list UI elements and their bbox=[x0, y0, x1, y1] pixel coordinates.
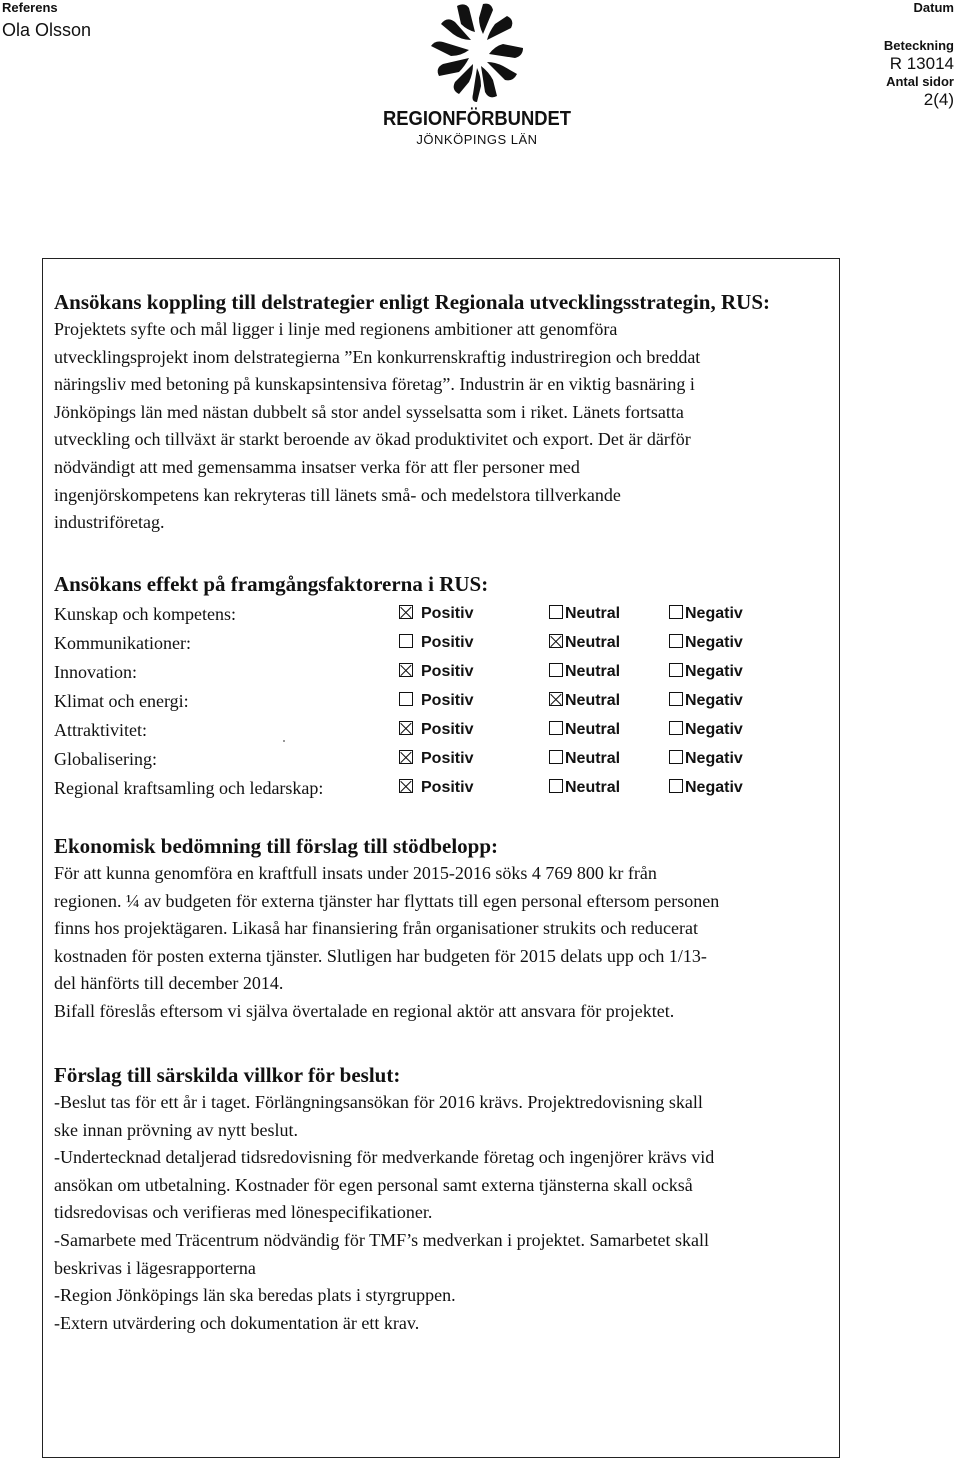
organization-name: REGIONFÖRBUNDET bbox=[382, 108, 572, 130]
factor-label: Innovation: bbox=[54, 662, 137, 682]
empty-checkbox-icon[interactable] bbox=[549, 750, 563, 764]
factor-option-neutral[interactable] bbox=[549, 689, 620, 713]
checked-checkbox-icon[interactable] bbox=[399, 721, 413, 735]
factor-option-label: Positiv bbox=[421, 605, 474, 622]
factor-option-label: Neutral bbox=[565, 779, 621, 796]
body-line: utveckling och tillväxt är starkt beroende av ökad produktivitet och export. Det är därför bbox=[54, 429, 691, 450]
factor-option-neutral[interactable] bbox=[549, 660, 620, 684]
empty-checkbox-icon[interactable] bbox=[549, 721, 563, 735]
body-line: ske innan prövning av nytt beslut. bbox=[54, 1119, 298, 1140]
body-line: del hänförts till december 2014. bbox=[54, 973, 284, 994]
factor-option-positiv[interactable] bbox=[399, 776, 473, 800]
empty-checkbox-icon[interactable] bbox=[669, 750, 683, 764]
factor-option-label: Positiv bbox=[421, 721, 474, 738]
factor-option-negativ[interactable] bbox=[669, 776, 743, 800]
factor-label: Klimat och energi: bbox=[54, 691, 189, 711]
body-line: utvecklingsprojekt inom delstrategierna ”En konkurrenskraftig industriregion och breddat bbox=[54, 346, 701, 367]
checked-checkbox-icon[interactable] bbox=[549, 692, 563, 706]
section-rus-link-heading: Ansökans koppling till delstrategier enligt Regionala utvecklingsstrategin, RUS: bbox=[54, 290, 770, 314]
factor-option-positiv[interactable] bbox=[399, 689, 473, 713]
body-line: ingenjörskompetens kan rekryteras till länets små- och medelstora tillverkande bbox=[54, 484, 621, 505]
factor-row bbox=[54, 745, 834, 774]
body-line: -Beslut tas för ett år i taget. Förlängningsansökan för 2016 krävs. Projektredovisning skall bbox=[54, 1092, 703, 1112]
factor-option-label: Neutral bbox=[565, 750, 621, 767]
reference-value: Ola Olsson bbox=[2, 20, 92, 40]
empty-checkbox-icon[interactable] bbox=[669, 779, 683, 793]
page-count-label: Antal sidor bbox=[886, 74, 954, 89]
factor-option-positiv[interactable] bbox=[399, 602, 473, 626]
factor-option-label: Negativ bbox=[685, 779, 743, 796]
body-line: För att kunna genomföra en kraftfull insats under 2015-2016 söks 4 769 800 kr från bbox=[54, 863, 657, 883]
body-line: Jönköpings län med nästan dubbelt så stor andel sysselsatta som i riket. Länets fortsatta bbox=[54, 401, 684, 422]
factor-row bbox=[54, 629, 834, 658]
empty-checkbox-icon[interactable] bbox=[549, 605, 563, 619]
factor-row bbox=[54, 774, 834, 803]
empty-checkbox-icon[interactable] bbox=[669, 605, 683, 619]
factor-list bbox=[54, 600, 834, 803]
empty-checkbox-icon[interactable] bbox=[669, 692, 683, 706]
factor-row bbox=[54, 716, 834, 745]
factor-option-label: Neutral bbox=[565, 721, 621, 738]
factor-option-label: Neutral bbox=[565, 663, 621, 680]
factor-option-negativ[interactable] bbox=[669, 689, 743, 713]
factor-option-neutral[interactable] bbox=[549, 776, 620, 800]
header-reference bbox=[2, 0, 91, 42]
body-line: Projektets syfte och mål ligger i linje med regionens ambitioner att genomföra bbox=[54, 319, 618, 339]
body-line: ansökan om utbetalning. Kostnader för egen personal samt externa tjänsterna skall också bbox=[54, 1174, 693, 1195]
factor-label: Globalisering: bbox=[54, 749, 157, 769]
factor-option-label: Positiv bbox=[421, 692, 474, 709]
factor-option-negativ[interactable] bbox=[669, 631, 743, 655]
factor-option-neutral[interactable] bbox=[549, 631, 620, 655]
section-special-conditions-heading: Förslag till särskilda villkor för beslut: bbox=[54, 1063, 401, 1087]
section-success-factors bbox=[54, 570, 834, 803]
body-line: industriföretag. bbox=[54, 512, 165, 533]
factor-option-label: Neutral bbox=[565, 692, 621, 709]
section-economic-assessment bbox=[54, 832, 834, 1026]
empty-checkbox-icon[interactable] bbox=[549, 779, 563, 793]
factor-option-neutral[interactable] bbox=[549, 602, 620, 626]
checked-checkbox-icon[interactable] bbox=[399, 663, 413, 677]
factor-option-label: Positiv bbox=[421, 750, 474, 767]
factor-option-label: Negativ bbox=[685, 750, 743, 767]
factor-label: Regional kraftsamling och ledarskap: bbox=[54, 778, 324, 798]
factor-label: Attraktivitet: bbox=[54, 720, 147, 740]
factor-option-neutral[interactable] bbox=[549, 747, 620, 771]
body-line: beskrivas i lägesrapporterna bbox=[54, 1257, 256, 1278]
factor-option-negativ[interactable] bbox=[669, 660, 743, 684]
section-economic-assessment-body bbox=[54, 860, 834, 1026]
body-line: -Undertecknad detaljerad tidsredovisning för medverkande företag och ingenjörer krävs vid bbox=[54, 1147, 715, 1168]
body-line: finns hos projektägaren. Likaså har finansiering från organisationer strukits och reducerat bbox=[54, 918, 698, 939]
factor-option-positiv[interactable] bbox=[399, 747, 473, 771]
factor-option-label: Negativ bbox=[685, 692, 743, 709]
factor-option-negativ[interactable] bbox=[669, 718, 743, 742]
checked-checkbox-icon[interactable] bbox=[549, 634, 563, 648]
factor-option-label: Neutral bbox=[565, 605, 621, 622]
section-rus-link bbox=[54, 288, 834, 537]
factor-option-negativ[interactable] bbox=[669, 747, 743, 771]
body-line: nödvändigt att med gemensamma insatser verka för att fler personer med bbox=[54, 456, 580, 477]
body-line: -Region Jönköpings län ska beredas plats i styrgruppen. bbox=[54, 1285, 456, 1306]
factor-option-label: Negativ bbox=[685, 663, 743, 680]
reference-label: Referens bbox=[2, 0, 58, 15]
checked-checkbox-icon[interactable] bbox=[399, 605, 413, 619]
factor-label: Kunskap och kompetens: bbox=[54, 604, 236, 624]
factor-row bbox=[54, 687, 834, 716]
designation-label: Beteckning bbox=[883, 38, 954, 53]
empty-checkbox-icon[interactable] bbox=[669, 663, 683, 677]
factor-option-label: Negativ bbox=[685, 605, 743, 622]
empty-checkbox-icon[interactable] bbox=[399, 692, 413, 706]
page-count-value: 2(4) bbox=[923, 90, 954, 109]
factor-row bbox=[54, 600, 834, 629]
body-line: -Samarbete med Träcentrum nödvändig för TMF’s medverkan i projektet. Samarbetet skall bbox=[54, 1229, 710, 1250]
factor-option-positiv[interactable] bbox=[399, 718, 473, 742]
date-label: Datum bbox=[913, 0, 954, 15]
factor-option-positiv[interactable] bbox=[399, 660, 473, 684]
factor-row bbox=[54, 658, 834, 687]
factor-option-neutral[interactable] bbox=[549, 718, 620, 742]
empty-checkbox-icon[interactable] bbox=[669, 634, 683, 648]
factor-label: Kommunikationer: bbox=[54, 633, 191, 653]
empty-checkbox-icon[interactable] bbox=[549, 663, 563, 677]
designation-value: R 13014 bbox=[889, 54, 954, 73]
body-line: tidsredovisas och verifieras med lönespecifikationer. bbox=[54, 1202, 433, 1223]
section-success-factors-heading: Ansökans effekt på framgångsfaktorerna i RUS: bbox=[54, 572, 489, 596]
body-line: Bifall föreslås eftersom vi själva övertalade en regional aktör att ansvara för projektet. bbox=[54, 1000, 675, 1021]
factor-option-label: Positiv bbox=[421, 779, 474, 796]
factor-option-label: Neutral bbox=[565, 634, 621, 651]
factor-option-label: Negativ bbox=[685, 721, 743, 738]
checked-checkbox-icon[interactable] bbox=[399, 779, 413, 793]
empty-checkbox-icon[interactable] bbox=[669, 721, 683, 735]
empty-checkbox-icon[interactable] bbox=[399, 634, 413, 648]
factor-option-negativ[interactable] bbox=[669, 602, 743, 626]
section-economic-assessment-heading: Ekonomisk bedömning till förslag till stödbelopp: bbox=[54, 834, 499, 858]
factor-option-label: Positiv bbox=[421, 663, 474, 680]
section-special-conditions bbox=[54, 1061, 834, 1337]
regionforbundet-emblem-icon bbox=[427, 2, 527, 106]
body-line: kostnaden för posten externa tjänster. Slutligen har budgeten för 2015 delats upp och 1/13- bbox=[54, 945, 707, 966]
body-line: -Extern utvärdering och dokumentation är ett krav. bbox=[54, 1312, 420, 1333]
body-line: regionen. ¼ av budgeten för externa tjänster har flyttats till egen personal eftersom personen bbox=[54, 890, 720, 911]
body-line: näringsliv med betoning på kunskapsintensiva företag”. Industrin är en viktig basnäring i bbox=[54, 374, 695, 395]
factor-option-positiv[interactable] bbox=[399, 631, 473, 655]
section-special-conditions-body bbox=[54, 1089, 834, 1337]
scan-speck bbox=[283, 740, 285, 742]
organization-logo bbox=[372, 2, 582, 148]
factor-option-label: Positiv bbox=[421, 634, 474, 651]
factor-option-label: Negativ bbox=[685, 634, 743, 651]
organization-subtitle: JÖNKÖPINGS LÄN bbox=[416, 132, 538, 147]
header-meta bbox=[884, 0, 954, 110]
checked-checkbox-icon[interactable] bbox=[399, 750, 413, 764]
section-rus-link-body bbox=[54, 316, 834, 537]
